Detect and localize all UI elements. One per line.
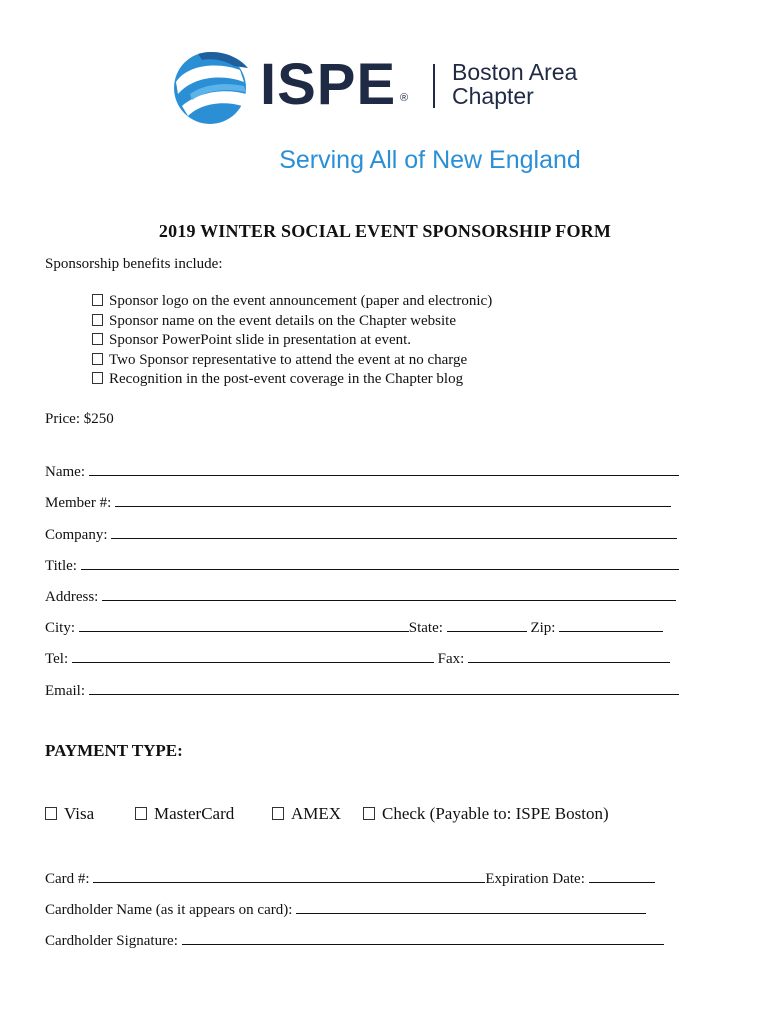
address-input[interactable] xyxy=(102,586,676,601)
checkbox-icon xyxy=(92,353,103,365)
payment-type-heading: PAYMENT TYPE: xyxy=(45,741,183,760)
benefit-item xyxy=(92,370,492,390)
checkbox-icon xyxy=(92,333,103,345)
cardholder-name-field xyxy=(45,899,646,919)
benefit-item xyxy=(92,312,492,332)
company-label: Company: xyxy=(45,527,108,543)
title-input[interactable] xyxy=(81,555,679,570)
payment-option-mastercard[interactable] xyxy=(135,804,234,824)
benefit-item xyxy=(92,292,492,312)
title-field xyxy=(45,555,679,575)
benefit-text: Sponsor PowerPoint slide in presentation at event. xyxy=(109,332,412,348)
city-input[interactable] xyxy=(79,617,409,632)
card-number-label: Card #: xyxy=(45,871,90,887)
cardholder-signature-input[interactable] xyxy=(182,930,664,945)
state-label: State: xyxy=(408,620,443,636)
member-input[interactable] xyxy=(115,492,671,507)
chapter-name-line1: Boston Area xyxy=(452,59,578,85)
tel-fax-field xyxy=(45,648,670,668)
name-input[interactable] xyxy=(89,461,679,476)
checkbox-icon xyxy=(92,294,103,306)
address-label: Address: xyxy=(45,589,99,605)
benefit-item xyxy=(92,331,492,351)
expiration-input[interactable] xyxy=(589,868,655,883)
cardholder-signature-label: Cardholder Signature: xyxy=(45,933,178,949)
payment-option-label: Visa xyxy=(64,804,95,823)
ispe-logo xyxy=(168,44,608,134)
expiration-label: Expiration Date: xyxy=(485,871,585,887)
checkbox-icon[interactable] xyxy=(363,807,375,820)
tel-input[interactable] xyxy=(72,648,434,663)
benefit-text: Recognition in the post-event coverage in the Chapter blog xyxy=(109,371,464,387)
tagline: Serving All of New England xyxy=(279,146,581,174)
checkbox-icon xyxy=(92,372,103,384)
logo-divider xyxy=(433,64,435,108)
form-title: 2019 WINTER SOCIAL EVENT SPONSORSHIP FORM xyxy=(158,221,612,241)
zip-label: Zip: xyxy=(530,620,556,636)
title-label: Title: xyxy=(45,558,77,574)
benefit-text: Two Sponsor representative to attend the event at no charge xyxy=(109,351,468,368)
checkbox-icon[interactable] xyxy=(272,807,284,820)
tel-label: Tel: xyxy=(45,651,69,667)
checkbox-icon xyxy=(92,314,103,326)
cardholder-name-label: Cardholder Name (as it appears on card): xyxy=(45,902,293,918)
state-input[interactable] xyxy=(447,617,527,632)
price: Price: $250 xyxy=(45,411,114,427)
card-number-input[interactable] xyxy=(93,868,485,883)
city-state-zip-field xyxy=(45,617,663,637)
email-field xyxy=(45,680,679,700)
member-field xyxy=(45,492,671,512)
zip-input[interactable] xyxy=(559,617,663,632)
benefits-intro: Sponsorship benefits include: xyxy=(45,256,223,272)
chapter-name xyxy=(452,60,577,108)
checkbox-icon[interactable] xyxy=(45,807,57,820)
chapter-name-line2: Chapter xyxy=(452,83,534,109)
company-input[interactable] xyxy=(111,524,677,539)
name-label: Name: xyxy=(45,464,85,480)
payment-option-label: AMEX xyxy=(291,804,342,823)
registered-mark: ® xyxy=(400,92,409,104)
benefits-list xyxy=(92,292,492,390)
payment-option-check[interactable] xyxy=(363,804,609,824)
email-label: Email: xyxy=(45,683,85,699)
benefit-item xyxy=(92,351,492,371)
address-field xyxy=(45,586,676,606)
fax-label: Fax: xyxy=(437,651,465,667)
checkbox-icon[interactable] xyxy=(135,807,147,820)
ispe-globe-icon xyxy=(168,44,252,128)
cardholder-signature-field xyxy=(45,930,664,950)
payment-option-label: Check (Payable to: ISPE Boston) xyxy=(382,804,609,823)
company-field xyxy=(45,524,677,544)
benefit-text: Sponsor name on the event details on the Chapter website xyxy=(109,312,456,329)
benefit-text: Sponsor logo on the event announcement (paper and electronic) xyxy=(109,293,493,309)
payment-option-visa[interactable] xyxy=(45,804,94,824)
card-number-field xyxy=(45,868,655,888)
payment-option-amex[interactable] xyxy=(272,804,341,824)
name-field xyxy=(45,461,679,481)
ispe-wordmark: ISPE xyxy=(260,52,397,117)
email-input[interactable] xyxy=(89,680,679,695)
fax-input[interactable] xyxy=(468,648,670,663)
member-label: Member #: xyxy=(45,495,112,511)
payment-option-label: MasterCard xyxy=(154,804,235,823)
cardholder-name-input[interactable] xyxy=(296,899,646,914)
city-label: City: xyxy=(45,620,76,636)
